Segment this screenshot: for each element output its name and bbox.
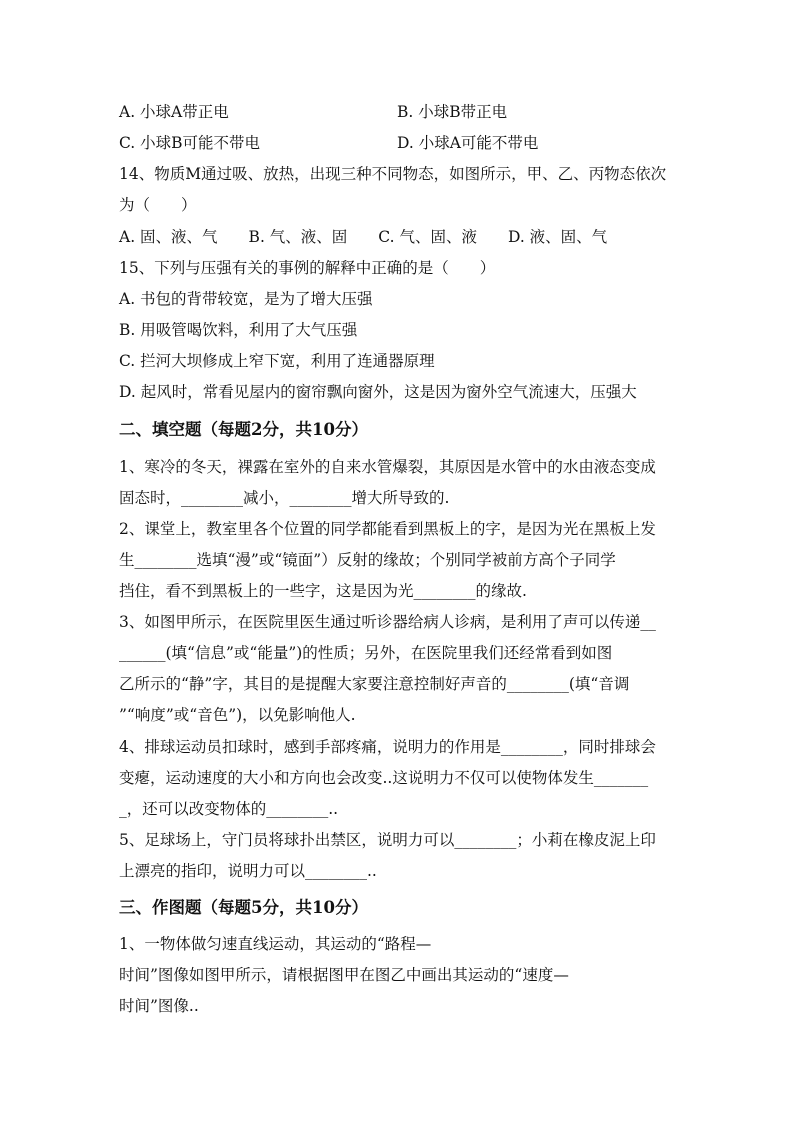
s3-line: 1、一物体做匀速直线运动，其运动的“路程— [119, 935, 432, 953]
s2-line: 2、课堂上，教室里各个位置的同学都能看到黑板上的字，是因为光在黑板上发 [119, 520, 656, 538]
s2-line: ”“响度”或“音色”)，以免影响他人. [119, 706, 356, 724]
q13-option-c: C. 小球B可能不带电 [119, 134, 261, 152]
s2-line: 上漂亮的指印，说明力可以________.. [119, 862, 377, 880]
q13-option-b: B. 小球B带正电 [397, 103, 508, 121]
q15-option-a: A. 书包的背带较宽，是为了增大压强 [119, 290, 373, 308]
s2-line: 5、足球场上，守门员将球扑出禁区，说明力可以________；小莉在橡皮泥上印 [119, 831, 656, 849]
s2-line: 3、如图甲所示，在医院里医生通过听诊器给病人诊病，是利用了声可以传递__ [119, 613, 656, 631]
s2-line: 固态时，________减小，________增大所导致的. [119, 489, 450, 507]
s2-line: 乙所示的“静”字，其目的是提醒大家要注意控制好声音的________(填“音调 [119, 675, 630, 693]
q13-option-a: A. 小球A带正电 [119, 103, 229, 121]
q14-options: A. 固、液、气 B. 气、液、固 C. 气、固、液 D. 液、固、气 [119, 228, 608, 246]
q15-option-d: D. 起风时，常看见屋内的窗帘飘向窗外，这是因为窗外空气流速大，压强大 [119, 383, 637, 401]
s2-line: 1、寒冷的冬天，裸露在室外的自来水管爆裂，其原因是水管中的水由液态变成 [119, 458, 656, 476]
s2-line: 生________选填“漫”或“镜面”）反射的缘故；个别同学被前方高个子同学 [119, 551, 616, 569]
q15-option-b: B. 用吸管喝饮料，利用了大气压强 [119, 321, 358, 339]
q15-option-c: C. 拦河大坝修成上窄下宽，利用了连通器原理 [119, 352, 435, 370]
q14-stem-line2: 为（ ） [119, 196, 197, 214]
s2-line: 变瘪，运动速度的大小和方向也会改变..这说明力不仅可以使物体发生_______ [119, 769, 649, 787]
s3-line: 时间”图像.. [119, 997, 199, 1015]
s2-line: _，还可以改变物体的________.. [119, 800, 339, 818]
section3-heading: 三、作图题（每题5分，共10分） [119, 898, 368, 917]
q13-option-d: D. 小球A可能不带电 [397, 134, 539, 152]
s3-line: 时间”图像如图甲所示，请根据图甲在图乙中画出其运动的“速度— [119, 966, 569, 984]
section2-heading: 二、填空题（每题2分，共10分） [119, 420, 368, 439]
s2-line: 4、排球运动员扣球时，感到手部疼痛，说明力的作用是________，同时排球会 [119, 738, 656, 756]
s2-line: ______(填“信息”或“能量”)的性质；另外，在医院里我们还经常看到如图 [119, 644, 613, 662]
q14-stem-line1: 14、物质M通过吸、放热，出现三种不同物态，如图所示，甲、乙、丙物态依次 [119, 165, 667, 183]
s2-line: 挡住，看不到黑板上的一些字，这是因为光________的缘故. [119, 582, 527, 600]
q15-stem: 15、下列与压强有关的事例的解释中正确的是（ ） [119, 259, 496, 277]
